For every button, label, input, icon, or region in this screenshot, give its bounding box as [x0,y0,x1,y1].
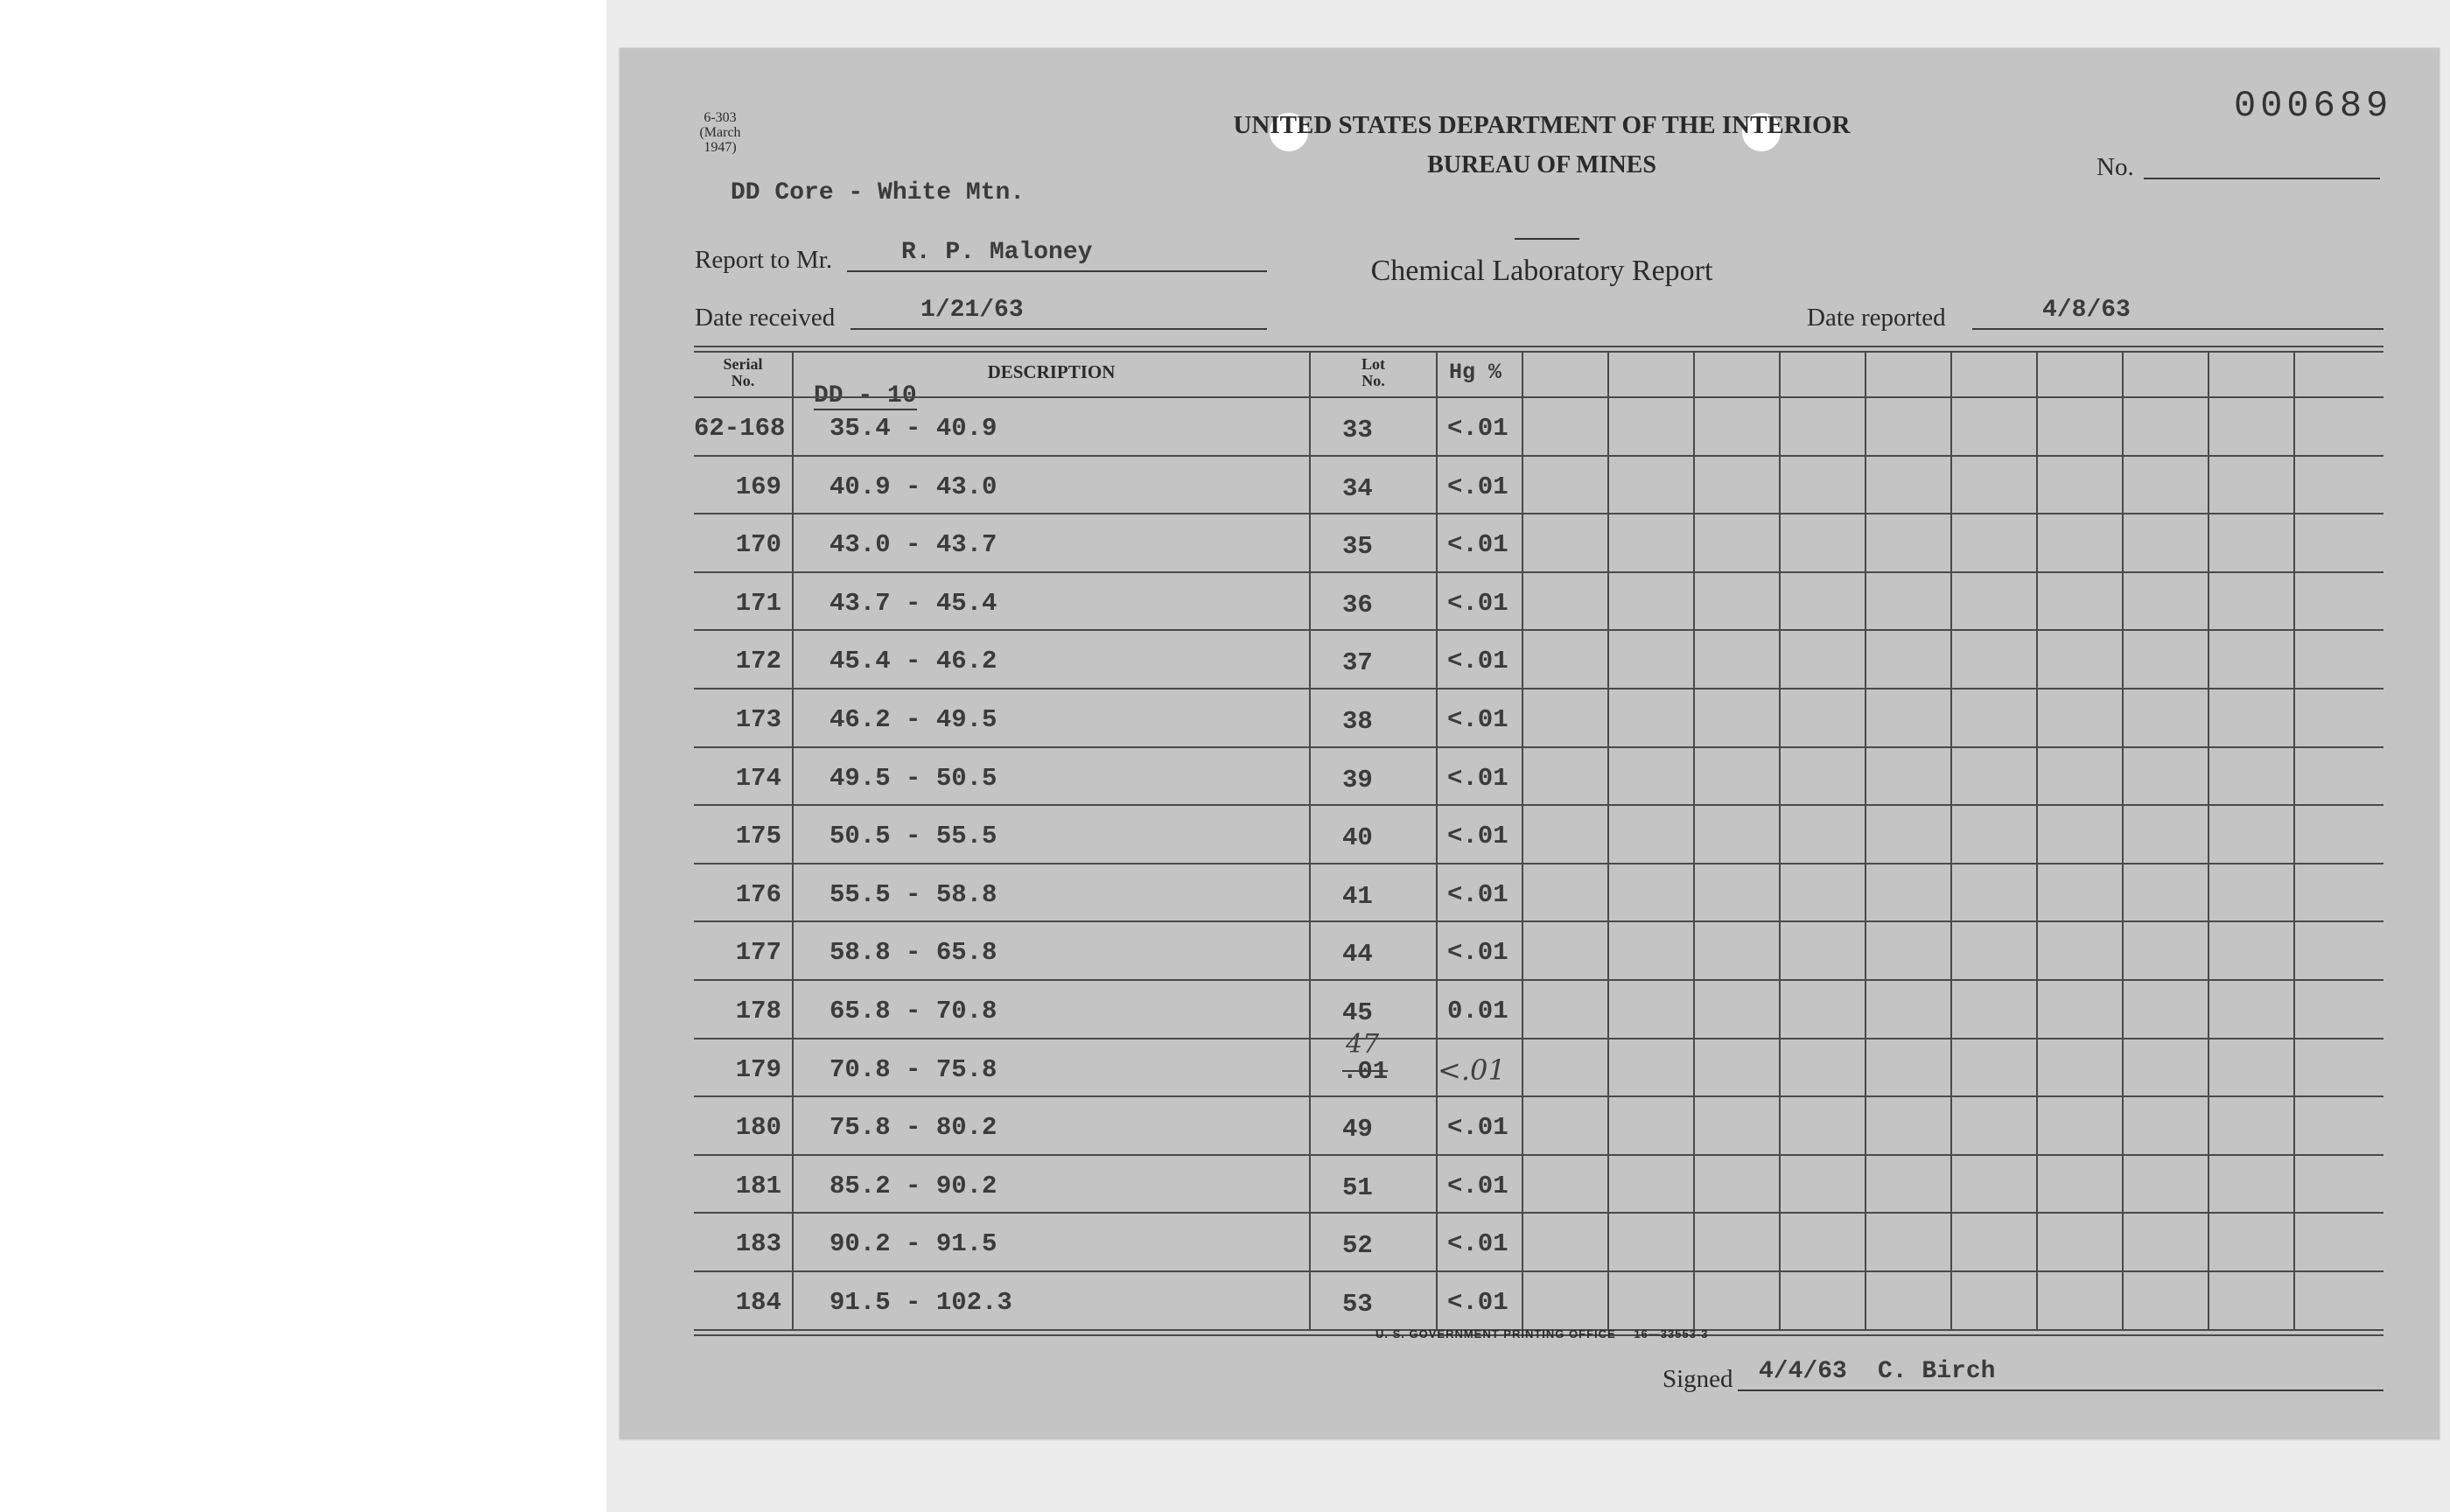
printer-code: 16—33553-3 [1634,1327,1709,1340]
no-label: No. [2096,153,2134,181]
hg-cell: <.01 [1447,414,1508,443]
serial-cell: 176 [735,879,781,909]
col-header-serial: Serial No. [723,355,763,389]
report-to-value: R. P. Maloney [901,239,1093,266]
description-cell: 43.7 - 45.4 [830,588,998,618]
column-rule [2036,351,2038,1329]
description-cell: 85.2 - 90.2 [830,1171,998,1200]
row-rule [694,979,2384,981]
row-rule [694,513,2384,514]
row-rule [694,629,2384,631]
serial-cell: 174 [735,763,781,793]
row-rule [694,571,2384,573]
column-rule [792,351,794,1329]
row-rule [694,863,2384,864]
lot-cell: 36 [1342,590,1373,620]
column-rule [1607,351,1609,1329]
lot-cell: 49 [1342,1115,1373,1144]
description-cell: 49.5 - 50.5 [830,763,998,793]
hg-cell: <.01 [1447,705,1508,734]
signed-name: C. Birch [1878,1358,1996,1385]
column-rule [1950,351,1952,1329]
row-rule [694,1212,2384,1214]
serial-cell: 170 [735,530,781,560]
hg-cell: <.01 [1447,1113,1508,1143]
col-header-lot: Lot No. [1362,355,1385,389]
serial-cell: 171 [735,588,781,618]
description-cell: 46.2 - 49.5 [830,705,998,734]
hg-cell: <.01 [1447,647,1508,676]
description-cell: 40.9 - 43.0 [830,472,998,501]
lot-cell: 38 [1342,707,1373,736]
serial-cell: 177 [735,938,781,968]
hg-cell: <.01 [1447,938,1508,968]
serial-cell: 180 [735,1113,781,1143]
column-rule [1522,351,1523,1329]
row-rule [694,688,2384,690]
date-received-label: Date received [695,304,836,332]
description-cell: 75.8 - 80.2 [830,1113,998,1143]
row-rule [694,1154,2384,1156]
lot-cell: 33 [1342,416,1373,444]
row-rule [694,920,2384,922]
bureau-heading: BUREAU OF MINES [1427,151,1656,178]
description-cell: 65.8 - 70.8 [830,997,998,1026]
row-rule [694,1096,2384,1097]
hg-cell: <.01 [1447,472,1508,501]
hg-cell: <.01 [1447,1171,1508,1200]
lot-cell: 34 [1342,473,1373,503]
lot-cell: 44 [1342,940,1373,970]
group-label: DD - 10 [814,382,917,410]
hg-cell: <.01 [1447,1229,1508,1259]
column-rule [2122,351,2124,1329]
hg-cell: <.01 [1447,879,1508,909]
serial-cell: 169 [735,472,781,501]
column-rule [1693,351,1695,1329]
table-top-rule-inner [694,351,2384,353]
description-cell: 45.4 - 46.2 [830,647,998,676]
serial-cell: 62-168 [694,414,786,443]
signed-line [1738,1390,2384,1391]
serial-cell: 184 [735,1288,781,1317]
row-rule [694,1270,2384,1272]
date-received-value: 1/21/63 [920,297,1024,324]
serial-cell: 178 [735,997,781,1026]
date-reported-label: Date reported [1807,304,1946,332]
column-rule [1309,351,1311,1329]
lot-cell: 37 [1342,648,1373,678]
column-rule [1865,351,1866,1329]
lot-cell: 39 [1342,765,1373,794]
department-heading: UNITED STATES DEPARTMENT OF THE INTERIOR [1233,111,1851,139]
printer-credit [1376,1327,1708,1340]
printer-name: U. S. GOVERNMENT PRINTING OFFICE [1376,1327,1616,1340]
results-table [620,48,2440,1439]
column-rule [2293,351,2295,1329]
hg-cell: <.01 [1447,763,1508,793]
date-reported-value: 4/8/63 [2042,297,2131,324]
report-title: Chemical Laboratory Report [1370,255,1713,287]
serial-cell: 173 [735,705,781,734]
table-top-rule [694,346,2384,347]
description-cell: 55.5 - 58.8 [830,879,998,909]
hg-cell-handwritten: <.01 [1438,1053,1506,1087]
lot-cell: 35 [1342,532,1373,562]
hg-cell: <.01 [1447,530,1508,560]
hg-cell: <.01 [1447,588,1508,618]
col-header-hg: Hg % [1449,360,1502,385]
serial-cell: 175 [735,822,781,851]
column-rule [1436,351,1438,1329]
serial-cell: 183 [735,1229,781,1259]
serial-cell: 172 [735,647,781,676]
description-cell: 58.8 - 65.8 [830,938,998,968]
column-rule [2208,351,2209,1329]
lot-cell: 52 [1342,1231,1373,1261]
hg-cell: <.01 [1447,822,1508,851]
report-to-label: Report to Mr. [695,246,833,274]
signed-label: Signed [1662,1365,1733,1393]
hg-cell: <.01 [1447,1288,1508,1317]
header-rule [694,396,2384,398]
description-cell: 50.5 - 55.5 [830,822,998,851]
signed-date: 4/4/63 [1759,1358,1847,1385]
row-rule [694,746,2384,748]
subject-text: DD Core - White Mtn. [731,179,1026,206]
lot-cell: 41 [1342,881,1373,911]
lot-cell: 53 [1342,1290,1373,1319]
lot-cell-struck: .01 [1342,1056,1389,1086]
column-rule [1779,351,1781,1329]
description-cell: 70.8 - 75.8 [830,1054,998,1084]
lab-report-sheet [620,48,2440,1439]
serial-cell: 179 [735,1054,781,1084]
description-cell: 35.4 - 40.9 [830,414,998,443]
hg-cell: 0.01 [1447,997,1508,1026]
row-rule [694,455,2384,457]
lot-cell: 45 [1342,998,1373,1027]
serial-cell: 181 [735,1171,781,1200]
lot-cell: 51 [1342,1172,1373,1202]
lot-cell-handwritten: 47 [1346,1028,1380,1060]
form-number: 6-303 [704,110,737,125]
row-rule [694,804,2384,806]
description-cell: 91.5 - 102.3 [830,1288,1012,1317]
form-edition: (March 1947) [699,125,741,155]
col-header-description: DESCRIPTION [987,361,1116,382]
document-number: 000689 [2234,85,2393,127]
description-cell: 90.2 - 91.5 [830,1229,998,1259]
description-cell: 43.0 - 43.7 [830,530,998,560]
row-rule [694,1038,2384,1040]
lot-cell: 40 [1342,823,1373,853]
